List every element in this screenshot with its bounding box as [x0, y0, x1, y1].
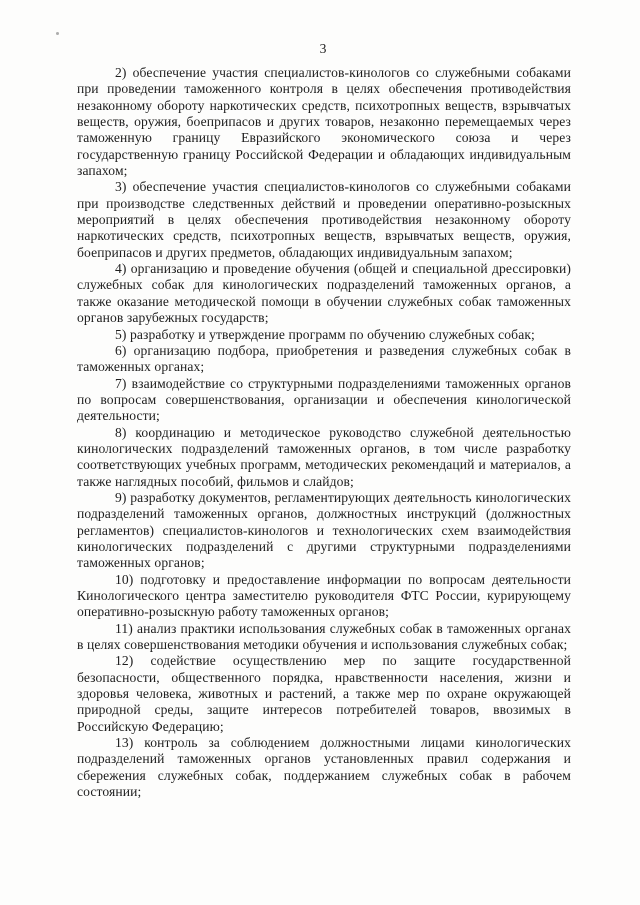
paragraph-item-13: 13) контроль за соблюдением должностными лицами кинологических подразделений таможенных органов установленных правил содержания и сбережения служебных собак, поддержанием служебных собак в рабочем состоянии; [77, 735, 571, 800]
paragraph-item-12: 12) содействие осуществлению мер по защите государственной безопасности, общественного порядка, нравственности населения, жизни и здоровья человека, животных и растений, а также мер по охране окружающей природной среды, защите интересов потребителей товаров, ввозимых в Российскую Федерацию; [77, 653, 571, 734]
scan-artifact-dot [56, 32, 59, 35]
paragraph-item-3: 3) обеспечение участия специалистов-кинологов со служебными собаками при производстве следственных действий и проведении оперативно-розыскных мероприятий в целях обеспечения противодействия незаконному обороту наркотических средств, психотропных веществ, взрывчатых веществ, оружия, боеприпасов и других предметов, обладающих индивидуальным запахом; [77, 179, 571, 260]
paragraph-item-11: 11) анализ практики использования служебных собак в таможенных органах в целях совершенствования методики обучения и использования служебных собак; [77, 620, 571, 653]
paragraph-item-5: 5) разработку и утверждение программ по обучению служебных собак; [115, 326, 535, 342]
paragraph-item-10: 10) подготовку и предоставление информации по вопросам деятельности Кинологического центра заместителю руководителя ФТС России, курирующему оперативно-розыскную работу таможенных органов; [77, 571, 571, 620]
paragraph-item-7: 7) взаимодействие со структурными подразделениями таможенных органов по вопросам совершенствования, организации и обеспечения кинологической деятельности; [77, 375, 571, 424]
paragraph-item-8: 8) координацию и методическое руководство служебной деятельностью кинологических подразделений таможенных органов, в том числе разработку соответствующих учебных программ, методических рекомендаций и материалов, а также наглядных пособий, фильмов и слайдов; [77, 424, 571, 489]
paragraph-item-2: 2) обеспечение участия специалистов-кинологов со служебными собаками при проведении таможенного контроля в целях обеспечения противодействия незаконному обороту наркотических средств, психотропных веществ, взрывчатых веществ, оружия, боеприпасов и других товаров, незаконно перемещаемых через таможенную границу Евразийского экономического союза и через государственную границу Российской Федерации и обладающих индивидуальным запахом; [77, 65, 571, 179]
document-body [77, 65, 571, 800]
page-number: 3 [319, 41, 327, 56]
paragraph-item-9: 9) разработку документов, регламентирующих деятельность кинологических подразделений таможенных органов, должностных инструкций (должностных регламентов) специалистов-кинологов и технологических схем взаимодействия кинологических подразделений с другими структурными подразделениями таможенных органов; [77, 489, 571, 571]
paragraph-item-4: 4) организацию и проведение обучения (общей и специальной дрессировки) служебных собак для кинологических подразделений таможенных органов, а также оказание методической помощи в обучении служебных собак таможенных органов зарубежных государств; [77, 261, 571, 326]
paragraph-item-6: 6) организацию подбора, приобретения и разведения служебных собак в таможенных органах; [77, 342, 571, 375]
